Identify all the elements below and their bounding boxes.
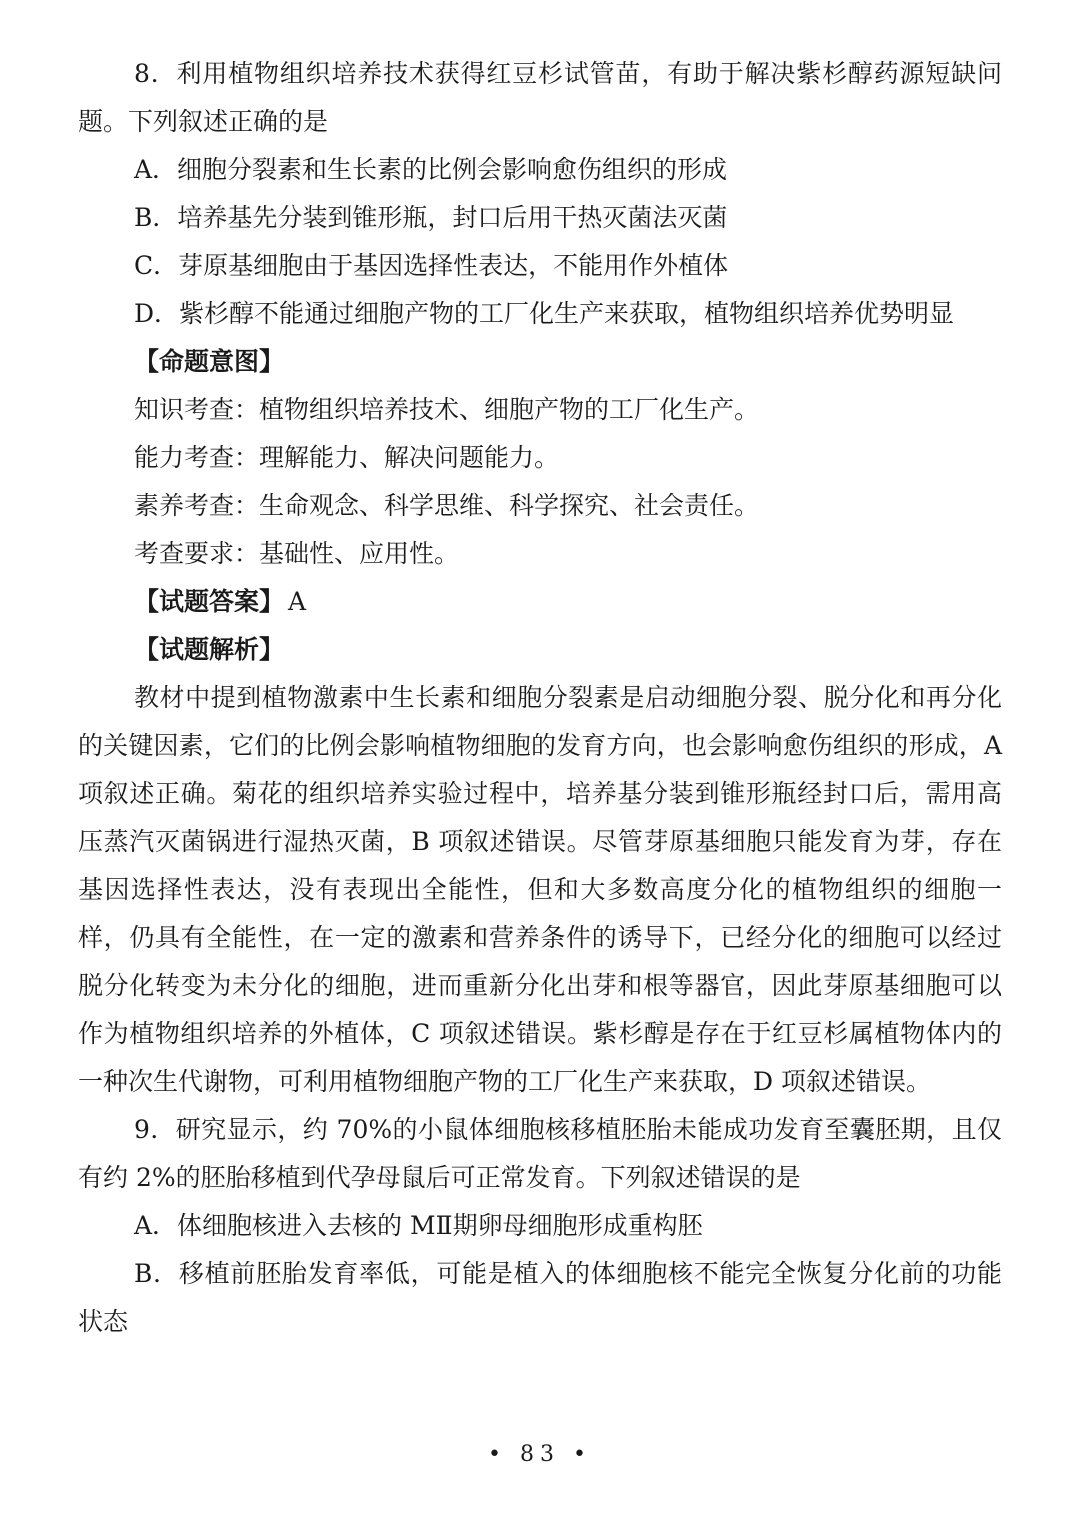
question-8-option-c: C．芽原基细胞由于基因选择性表达，不能用作外植体 (134, 251, 729, 280)
page-number: • 83 • (488, 1442, 592, 1467)
question-8-option-b: B．培养基先分装到锥形瓶，封口后用干热灭菌法灭菌 (134, 203, 728, 232)
answer-heading: 【试题答案】 (134, 587, 285, 616)
answer-line (78, 578, 1002, 626)
intent-heading: 【命题意图】 (134, 347, 285, 376)
intent-ability: 能力考查：理解能力、解决问题能力。 (134, 443, 560, 472)
question-8-option-a: A．细胞分裂素和生长素的比例会影响愈伤组织的形成 (134, 155, 728, 184)
question-8-stem: 8．利用植物组织培养技术获得红豆杉试管苗，有助于解决紫杉醇药源短缺问题。下列叙述正确的是 (78, 59, 1002, 136)
question-9-option-b: B．移植前胚胎发育率低，可能是植入的体细胞核不能完全恢复分化前的功能状态 (78, 1259, 1002, 1336)
analysis-text: 教材中提到植物激素中生长素和细胞分裂素是启动细胞分裂、脱分化和再分化的关键因素，它们的比例会影响植物细胞的发育方向，也会影响愈伤组织的形成，A 项叙述正确。菊花的组织培养实验过程中，培养基分装到锥形瓶经封口后，需用高压蒸汽灭菌锅进行湿热灭菌，B 项叙述错误。尽管芽原基细胞只能发育为芽，存在基因选择性表达，没有表现出全能性，但和大多数高度分化的植物组织的细胞一样，仍具有全能性，在一定的激素和营养条件的诱导下，已经分化的细胞可以经过脱分化转变为未分化的细胞，进而重新分化出芽和根等器官，因此芽原基细胞可以作为植物组织培养的外植体，C 项叙述错误。紫杉醇是存在于红豆杉属植物体内的一种次生代谢物，可利用植物细胞产物的工厂化生产来获取，D 项叙述错误。 (78, 683, 1002, 1096)
document-page (78, 50, 1002, 1346)
intent-literacy: 素养考查：生命观念、科学思维、科学探究、社会责任。 (134, 491, 760, 520)
intent-knowledge: 知识考查：植物组织培养技术、细胞产物的工厂化生产。 (134, 395, 760, 424)
question-9-option-a: A．体细胞核进入去核的 MⅡ期卵母细胞形成重构胚 (134, 1211, 703, 1240)
answer-value: A (288, 587, 307, 616)
question-9-stem: 9．研究显示，约 70%的小鼠体细胞核移植胚胎未能成功发育至囊胚期，且仅有约 2%的胚胎移植到代孕母鼠后可正常发育。下列叙述错误的是 (78, 1115, 1002, 1192)
intent-requirement: 考查要求：基础性、应用性。 (134, 539, 460, 568)
question-8-option-d: D．紫杉醇不能通过细胞产物的工厂化生产来获取，植物组织培养优势明显 (134, 299, 955, 328)
analysis-heading: 【试题解析】 (134, 635, 285, 664)
